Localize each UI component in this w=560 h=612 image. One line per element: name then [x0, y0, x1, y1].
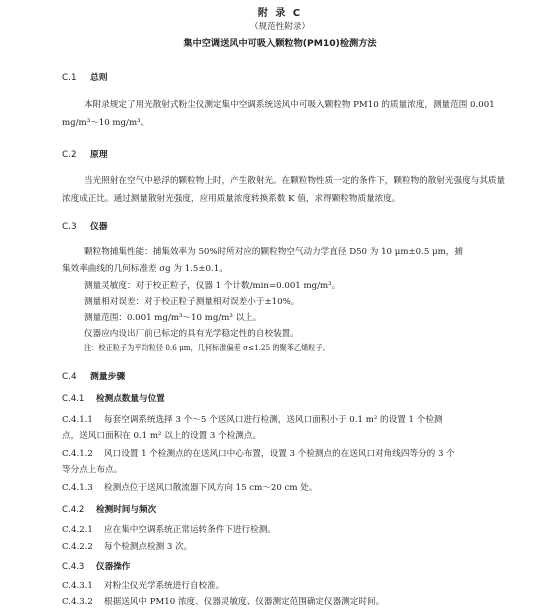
clause-line: 根据送风中 PM10 浓度、仪器灵敏度、仪器测定范围确定仪器测定时间。	[104, 597, 385, 607]
section-number: C.4	[62, 372, 77, 382]
clause-number: C.4.3.2	[62, 597, 93, 607]
c3-line-2: 集效率曲线的几何标准差 σg 为 1.5±0.1。	[62, 264, 228, 274]
clause-line: 检测点位于送风口散流器下风方向 15 cm～20 cm 处。	[104, 483, 318, 493]
section-title: 仪器	[90, 222, 108, 232]
c3-line-4: 测量相对误差：对于校正粒子测量相对误差小于±10%。	[84, 297, 300, 307]
clause-c421	[62, 522, 514, 539]
subsection-title: 仪器操作	[96, 562, 131, 572]
c3-line-5: 测量范围：0.001 mg/m³～10 mg/m³ 以上。	[84, 313, 262, 323]
clause-c422	[62, 539, 514, 556]
annex-title: 集中空调送风中可吸入颗粒物(PM10)检测方法	[183, 38, 377, 49]
clause-line: 风口设置 1 个检测点的在送风口中心布置，设置 3 个检测点的在送风口对角线四等分的 3 个	[104, 449, 455, 459]
section-title: 总则	[90, 73, 108, 83]
section-number: C.3	[62, 222, 77, 232]
section-body-c1: 本附录规定了用光散射式粉尘仪测定集中空调系统送风中可吸入颗粒物 PM10 的质量浓度，测量范围 0.001 mg/m³～10 mg/m³。	[62, 100, 495, 128]
subsection-number: C.4.2	[62, 505, 85, 515]
subsection-number: C.4.3	[62, 562, 85, 572]
clause-line: 应在集中空调系统正常运转条件下进行检测。	[104, 525, 276, 535]
c3-line-6: 仪器应内设出厂前已标定的具有光学稳定性的自校装置。	[84, 329, 299, 339]
clause-line: 每个检测点检测 3 次。	[104, 542, 193, 552]
subsection-number: C.4.1	[62, 394, 85, 404]
clause-c413	[62, 480, 514, 497]
clause-number: C.4.1.3	[62, 483, 93, 493]
clause-number: C.4.1.2	[62, 449, 93, 459]
clause-c412	[62, 446, 514, 463]
clause-c412-cont: 等分点上布点。	[62, 465, 123, 475]
clause-number: C.4.2.1	[62, 525, 93, 535]
subsection-heading-c42	[62, 503, 156, 515]
clause-line: 每套空调系统选择 3 个～5 个送风口进行检测，送风口面积小于 0.1 m² 的设置 1 个检测	[104, 415, 443, 425]
subsection-heading-c43	[62, 560, 130, 572]
section-heading-c1	[62, 70, 108, 83]
clause-c431	[62, 578, 514, 595]
subsection-title: 检测点数量与位置	[96, 394, 165, 404]
clause-c411-cont: 点，送风口面积在 0.1 m² 以上的设置 3 个检测点。	[62, 431, 262, 441]
clause-number: C.4.3.1	[62, 581, 93, 591]
section-body-c2: 当光照射在空气中悬浮的颗粒物上时，产生散射光。在颗粒物性质一定的条件下，颗粒物的散射光强度与其质量浓度成正比。通过测量散射光强度，应用质量浓度转换系数 K 值，求得颗粒物质量浓度。	[62, 176, 506, 204]
clause-c411	[62, 412, 514, 429]
clause-number: C.4.2.2	[62, 542, 93, 552]
subsection-heading-c41	[62, 392, 165, 404]
section-title: 原理	[90, 150, 108, 160]
normative-label: （规范性附录）	[249, 22, 311, 32]
clause-line: 对粉尘仪光学系统进行自校准。	[104, 581, 225, 591]
clause-number: C.4.1.1	[62, 415, 93, 425]
section-number: C.2	[62, 150, 77, 160]
section-heading-c3	[62, 219, 108, 232]
section-heading-c2	[62, 147, 108, 160]
section-title: 测量步骤	[90, 372, 126, 382]
c3-note: 注：校正粒子为平均粒径 0.6 μm，几何标准偏差 σ≤1.25 的聚苯乙烯粒子。	[84, 343, 330, 352]
clause-c432	[62, 594, 514, 611]
section-number: C.1	[62, 73, 77, 83]
annex-label: 附 录 C	[257, 8, 303, 19]
subsection-title: 检测时间与频次	[96, 505, 157, 515]
c3-line-1: 颗粒物捕集性能：捕集效率为 50%时所对应的颗粒物空气动力学直径 D50 为 10 μm±0.5 μm，捕	[84, 247, 463, 257]
section-heading-c4	[62, 369, 125, 382]
c3-line-3: 测量灵敏度：对于校正粒子，仪器 1 个计数/min=0.001 mg/m³。	[84, 281, 341, 291]
